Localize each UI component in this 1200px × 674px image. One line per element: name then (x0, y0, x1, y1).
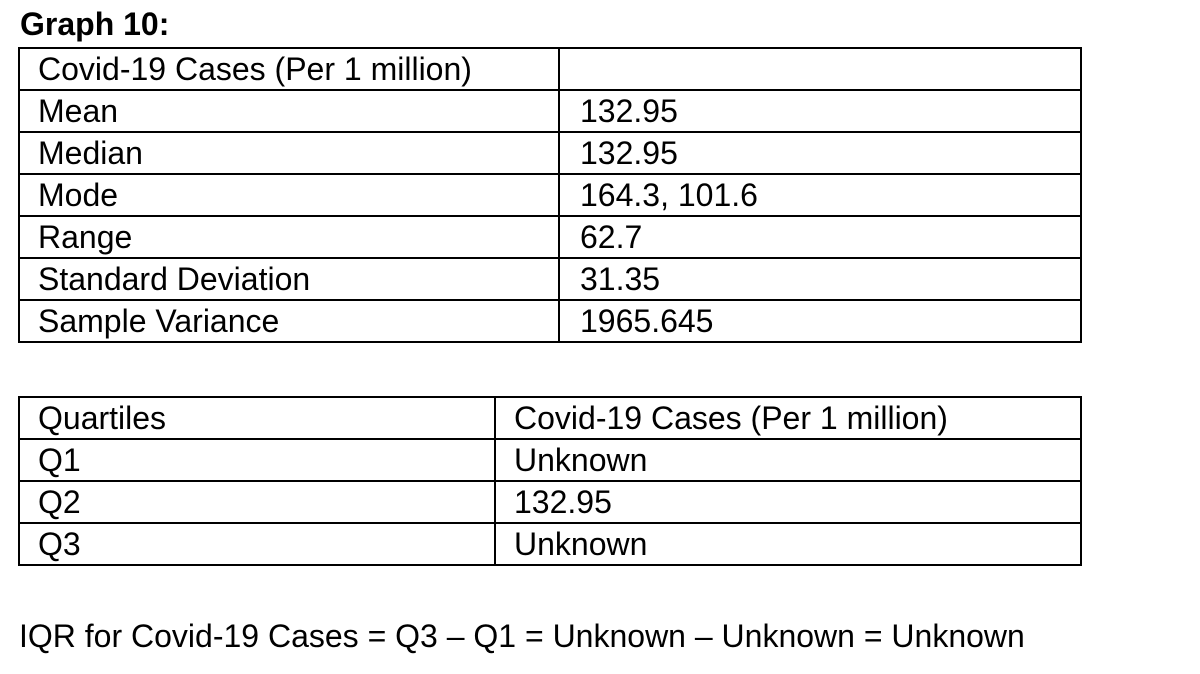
stat-label-cell: Standard Deviation (19, 258, 559, 300)
descriptive-statistics-table (18, 47, 1082, 343)
stat-label-cell: Range (19, 216, 559, 258)
stat-value-cell: 1965.645 (559, 300, 1081, 342)
stat-value-cell: 132.95 (559, 90, 1081, 132)
table-row (19, 174, 1081, 216)
table-row (19, 216, 1081, 258)
table-header-row (19, 397, 1081, 439)
table-row (19, 439, 1081, 481)
table-row (19, 300, 1081, 342)
quartile-label-cell: Q3 (19, 523, 495, 565)
table-row (19, 90, 1081, 132)
stat-label-cell: Median (19, 132, 559, 174)
quartiles-table (18, 396, 1082, 566)
table-header-row (19, 48, 1081, 90)
table-row (19, 523, 1081, 565)
stat-value-cell: 31.35 (559, 258, 1081, 300)
quartile-value-cell: Unknown (495, 523, 1081, 565)
table-row (19, 132, 1081, 174)
table-header-cell: Covid-19 Cases (Per 1 million) (495, 397, 1081, 439)
table-header-cell (559, 48, 1081, 90)
quartile-value-cell: Unknown (495, 439, 1081, 481)
document-title: Graph 10: (20, 6, 170, 42)
stat-value-cell: 132.95 (559, 132, 1081, 174)
stat-value-cell: 62.7 (559, 216, 1081, 258)
table-header-cell: Covid-19 Cases (Per 1 million) (19, 48, 559, 90)
quartile-label-cell: Q1 (19, 439, 495, 481)
table-row (19, 481, 1081, 523)
quartile-value-cell: 132.95 (495, 481, 1081, 523)
quartile-label-cell: Q2 (19, 481, 495, 523)
stat-label-cell: Mode (19, 174, 559, 216)
iqr-statement: IQR for Covid-19 Cases = Q3 – Q1 = Unknown – Unknown = Unknown (19, 618, 1025, 654)
table-row (19, 258, 1081, 300)
stat-label-cell: Mean (19, 90, 559, 132)
table-header-cell: Quartiles (19, 397, 495, 439)
stat-label-cell: Sample Variance (19, 300, 559, 342)
stat-value-cell: 164.3, 101.6 (559, 174, 1081, 216)
